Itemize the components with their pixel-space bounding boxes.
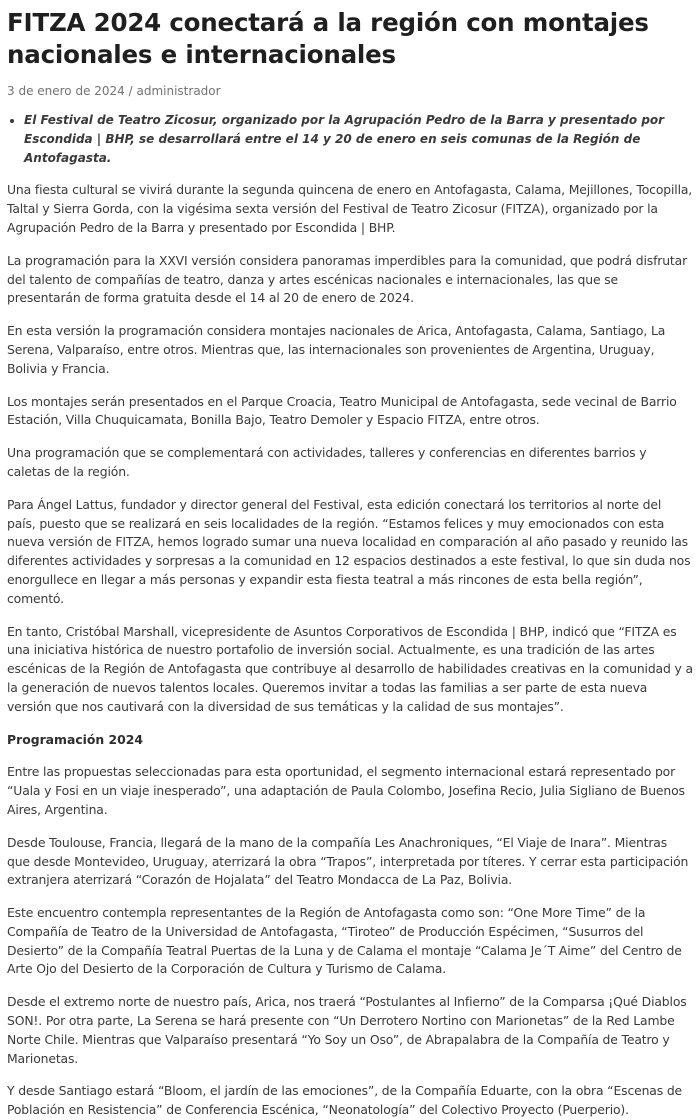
paragraph: Para Ángel Lattus, fundador y director general del Festival, esta edición conectará los territorios al norte del país, puesto que se realizará en seis localidades de la región. “Estamos felices y muy emocionados con esta nueva versión de FITZA, hemos logrado sumar una nueva localidad en comparación al año pasado y reunido las diferentes actividades y sorpresas a la comunidad en 12 espacios destinados a este festival, lo que sin duda nos enorgullece en llegar a más personas y expandir esta fiesta teatral a más rincones de esta bella región”, comentó. <box>7 496 691 606</box>
paragraph: Y desde Santiago estará “Bloom, el jardín de las emociones”, de la Compañía Eduarte, con la obra “Escenas de Población en Resistencia” de Conferencia Escénica, “Neonatología” del Colectivo Proyecto (Puerperio). <box>7 1083 683 1118</box>
post-date-link[interactable]: 3 de enero de 2024 <box>7 84 125 98</box>
paragraph: Entre las propuestas seleccionadas para esta oportunidad, el segmento internacional estará representado por “Uala y Fosi en un viaje inesperado”, una adaptación de Paula Colombo, Josefina Recio, Julia Sigliano de Buenos Aires, Argentina. <box>7 764 685 817</box>
paragraph: Una programación que se complementará con actividades, talleres y conferencias en diferentes barrios y caletas de la región. <box>7 445 647 479</box>
paragraph: En esta versión la programación considera montajes nacionales de Arica, Antofagasta, Calama, Santiago, La Serena, Valparaíso, entre otros. Mientras que, las internacionales son provenientes de Argentina, Uruguay, Bolivia y Francia. <box>7 323 666 376</box>
meta-separator: / <box>124 84 137 98</box>
paragraph: Desde el extremo norte de nuestro país, Arica, nos traerá “Postulantes al Infierno” de la Comparsa ¡Qué Diablos SON!. Por otra parte, La Serena se hará presente con “Un Derrotero Nortino con Marionetas” de la Red Lambe Norte Chile. Mientras que Valparaíso presentará “Yo Soy un Oso”, de Abrapalabra de la Compañía de Teatro y Marionetas. <box>7 994 687 1066</box>
article-body <box>7 181 693 1120</box>
section-heading: Programación 2024 <box>7 731 144 747</box>
paragraph: Este encuentro contempla representantes de la Región de Antofagasta como son: “One More Time” de la Compañía de Teatro de la Universidad de Antofagasta, “Tiroteo” de Producción Espécimen, “Susurros del Desierto” de la Compañía Teatral Puertas de la Luna y de Calama el montaje “Calama Je´T Aime” del Centro de Arte Ojo del Desierto de la Corporación de Cultura y Turismo de Calama. <box>7 905 682 977</box>
article-title: FITZA 2024 conectará a la región con montajes nacionales e internacionales <box>7 8 649 69</box>
summary-list <box>7 111 693 167</box>
paragraph: Desde Toulouse, Francia, llegará de la mano de la compañía Les Anachroniques, “El Viaje de Inara”. Mientras que desde Montevideo, Uruguay, aterrizará la obra “Trapos”, interpretada por títeres. Y cerrar esta participación extranjera aterrizará “Corazón de Hojalata” del Teatro Mondacca de La Paz, Bolivia. <box>7 834 689 888</box>
paragraph: Los montajes serán presentados en el Parque Croacia, Teatro Municipal de Antofagasta, sede vecinal de Barrio Estación, Villa Chuquicamata, Bonilla Bajo, Teatro Demoler y Espacio FITZA, entre otros. <box>7 393 677 428</box>
article-meta <box>7 83 693 99</box>
paragraph: La programación para la XXVI versión considera panoramas imperdibles para la comunidad, que podrá disfrutar del talento de compañías de teatro, danza y artes escénicas nacionales e internacionales, las que se presentarán de forma gratuita desde el 14 al 20 de enero de 2024. <box>7 252 688 306</box>
author-link[interactable]: administrador <box>136 84 221 98</box>
paragraph: En tanto, Cristóbal Marshall, vicepresidente de Asuntos Corporativos de Escondida | BHP, indicó que “FITZA es una iniciativa histórica de nuestro portafolio de inversión social. Actualmente, es una tradición de las artes escénicas de la Región de Antofagasta que contribuye al desarrollo de habilidades creativas en la comunidad y a la generación de nuevos talentos locales. Queremos invitar a todas las familias a ser parte de esta nueva versión que nos cautivará con la diversidad de sus temáticas y la calidad de sus montajes”. <box>7 623 693 714</box>
summary-item: • El Festival de Teatro Zicosur, organizado por la Agrupación Pedro de la Barra y presentado por Escondida | BHP, se desarrollará entre el 14 y 20 de enero en seis comunas de la Región de Antofagasta. <box>24 111 693 167</box>
paragraph: Una fiesta cultural se vivirá durante la segunda quincena de enero en Antofagasta, Calama, Mejillones, Tocopilla, Taltal y Sierra Gorda, con la vigésima sexta versión del Festival de Teatro Zicosur (FITZA), organizado por la Agrupación Pedro de la Barra y presentado por Escondida | BHP. <box>7 182 693 235</box>
